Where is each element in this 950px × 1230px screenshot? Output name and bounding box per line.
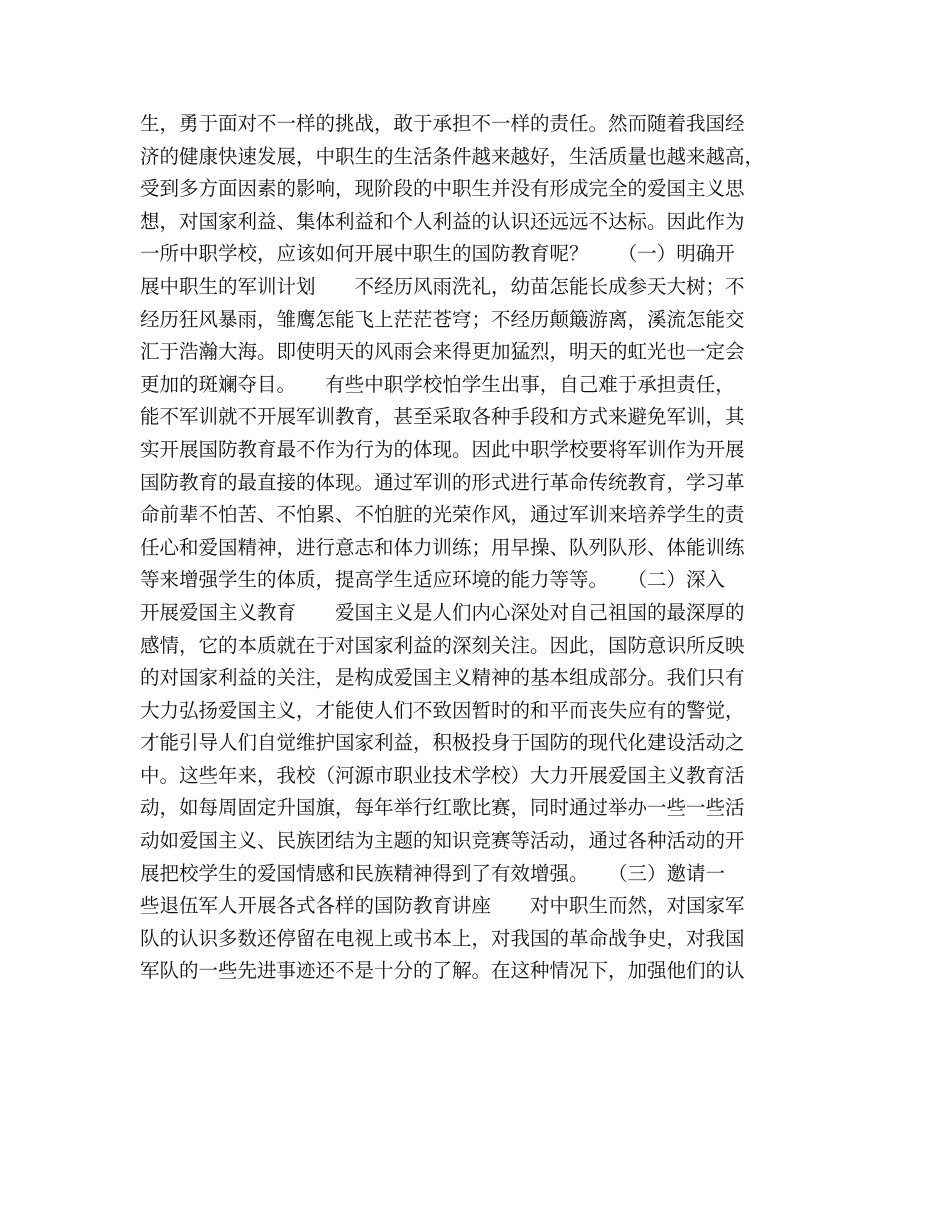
text-line: 些退伍军人开展各式各样的国防教育讲座 对中职生而然，对国家军 <box>140 894 745 918</box>
text-line: 能不军训就不开展军训教育，甚至采取各种手段和方式来避免军训，其 <box>140 405 745 429</box>
text-line: 更加的斑斓夺目。 有些中职学校怕学生出事，自己难于承担责任， <box>140 372 735 396</box>
text-line: 济的健康快速发展，中职生的生活条件越来越好，生活质量也越来越高， <box>140 144 765 168</box>
text-line: 实开展国防教育最不作为行为的体现。因此中职学校要将军训作为开展 <box>140 437 745 461</box>
text-line: 经历狂风暴雨，雏鹰怎能飞上茫茫苍穹；不经历颠簸游离，溪流怎能交 <box>140 307 745 331</box>
text-line: 等来增强学生的体质，提高学生适应环境的能力等等。 （二）深入 <box>140 568 726 592</box>
text-line: 中。这些年来，我校（河源市职业技术学校）大力开展爱国主义教育活 <box>140 763 745 787</box>
text-line: 军队的一些先进事迹还不是十分的了解。在这种情况下，加强他们的认 <box>140 959 745 983</box>
body-text <box>140 108 820 988</box>
text-line: 才能引导人们自觉维护国家利益，积极投身于国防的现代化建设活动之 <box>140 731 745 755</box>
text-line: 展把校学生的爱国情感和民族精神得到了有效增强。 （三）邀请一 <box>140 861 726 885</box>
text-line: 大力弘扬爱国主义，才能使人们不致因暂时的和平而丧失应有的警觉， <box>140 698 745 722</box>
text-line: 想，对国家利益、集体利益和个人利益的认识还远远不达标。因此作为 <box>140 209 745 233</box>
text-line: 的对国家利益的关注，是构成爱国主义精神的基本组成部分。我们只有 <box>140 666 745 690</box>
text-line: 动如爱国主义、民族团结为主题的知识竞赛等活动，通过各种活动的开 <box>140 829 745 853</box>
text-line: 生，勇于面对不一样的挑战，敢于承担不一样的责任。然而随着我国经 <box>140 112 745 135</box>
text-line: 国防教育的最直接的体现。通过军训的形式进行革命传统教育，学习革 <box>140 470 745 494</box>
text-line: 队的认识多数还停留在电视上或书本上，对我国的革命战争史，对我国 <box>140 926 745 950</box>
text-line: 展中职生的军训计划 不经历风雨洗礼，幼苗怎能长成参天大树；不 <box>140 274 745 298</box>
text-line: 开展爱国主义教育 爱国主义是人们内心深处对自己祖国的最深厚的 <box>140 600 745 624</box>
text-line: 感情，它的本质就在于对国家利益的深刻关注。因此，国防意识所反映 <box>140 633 745 657</box>
text-line: 任心和爱国精神，进行意志和体力训练；用早操、队列队形、体能训练 <box>140 535 745 559</box>
text-line: 受到多方面因素的影响，现阶段的中职生并没有形成完全的爱国主义思 <box>140 177 745 201</box>
text-line: 一所中职学校，应该如何开展中职生的国防教育呢？ （一）明确开 <box>140 242 735 266</box>
text-line: 汇于浩瀚大海。即使明天的风雨会来得更加猛烈，明天的虹光也一定会 <box>140 340 745 364</box>
text-line: 命前辈不怕苦、不怕累、不怕脏的光荣作风，通过军训来培养学生的责 <box>140 503 745 527</box>
text-line: 动，如每周固定升国旗，每年举行红歌比赛，同时通过举办一些一些活 <box>140 796 745 820</box>
